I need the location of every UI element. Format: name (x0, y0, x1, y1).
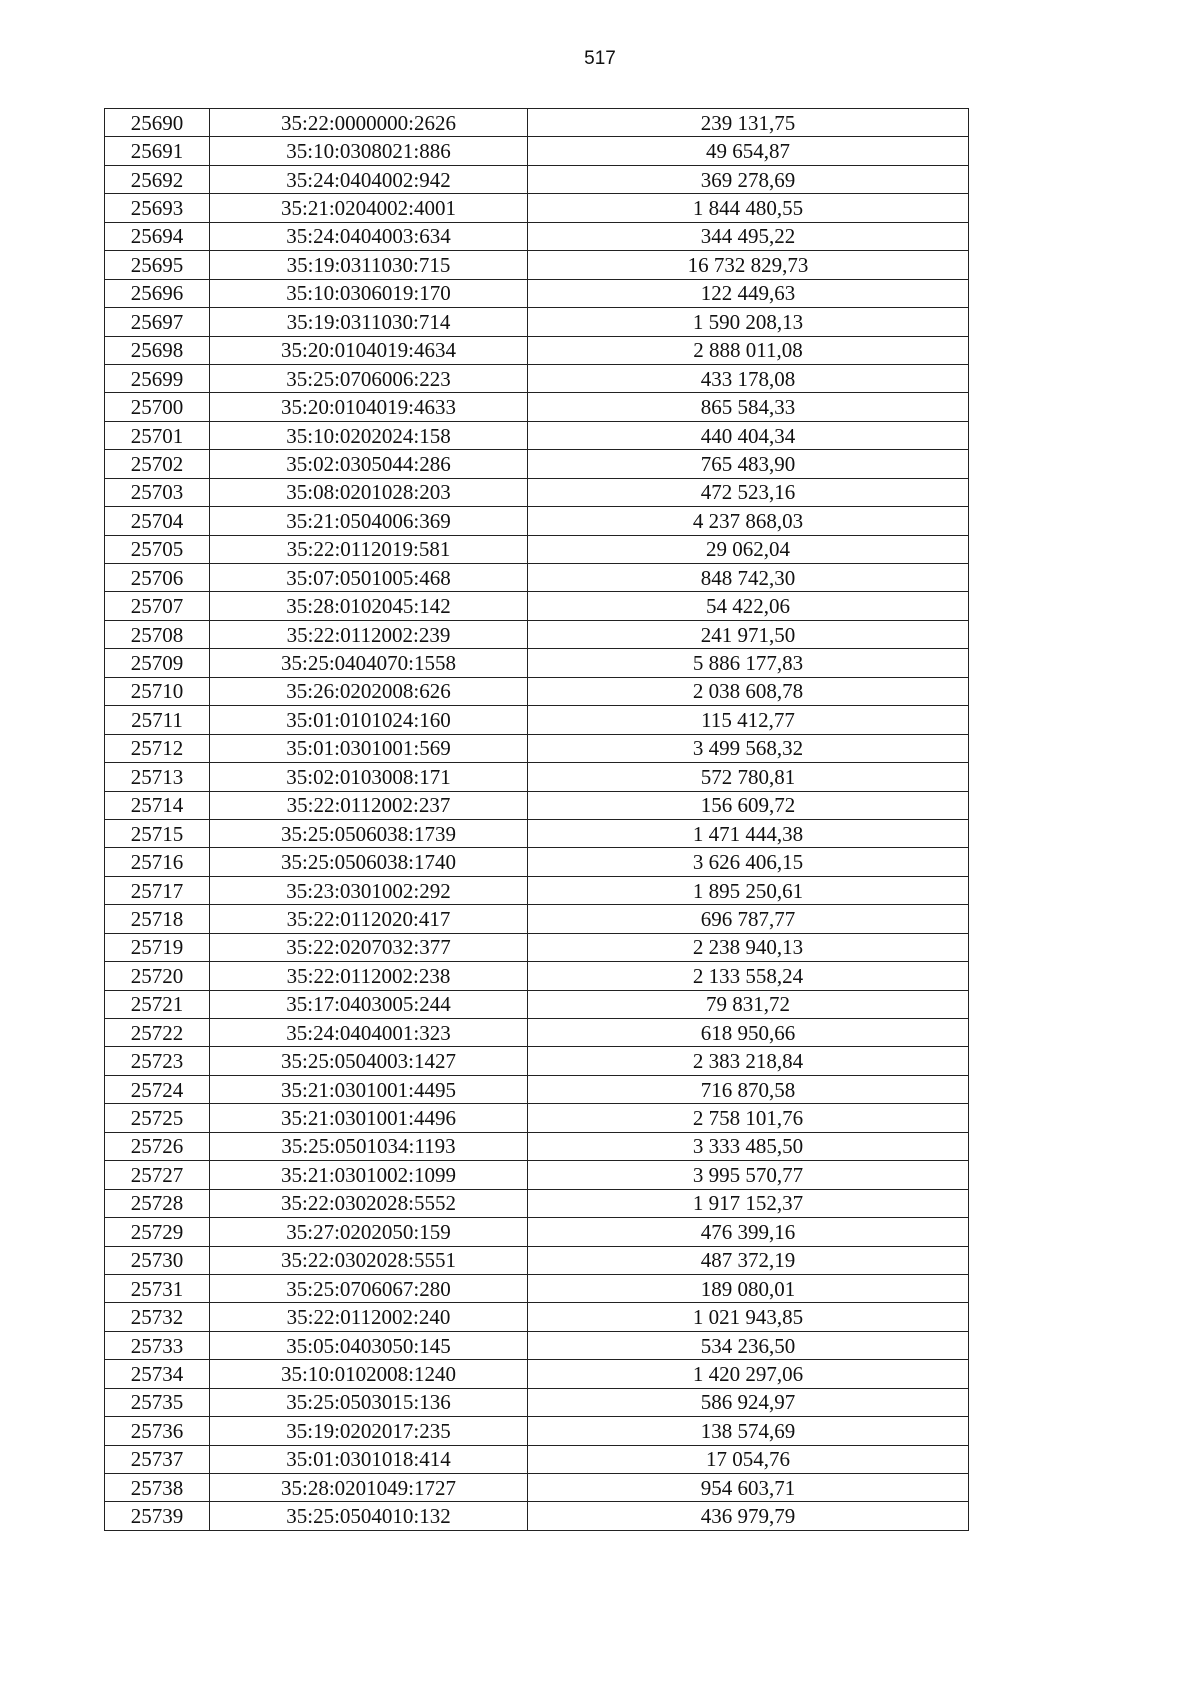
cadastral-number-cell: 35:25:0706006:223 (210, 364, 528, 392)
row-number-cell: 25737 (105, 1445, 210, 1473)
cadastral-number-cell: 35:19:0311030:715 (210, 251, 528, 279)
cadastral-number-cell: 35:22:0112002:238 (210, 962, 528, 990)
cadastral-value-cell: 476 399,16 (528, 1218, 969, 1246)
cadastral-number-cell: 35:22:0112002:239 (210, 620, 528, 648)
table-row (105, 933, 969, 961)
table-row (105, 137, 969, 165)
table-row (105, 1274, 969, 1302)
cadastral-number-cell: 35:25:0706067:280 (210, 1274, 528, 1302)
row-number-cell: 25697 (105, 308, 210, 336)
cadastral-number-cell: 35:21:0204002:4001 (210, 194, 528, 222)
table-row (105, 1047, 969, 1075)
cadastral-number-cell: 35:19:0311030:714 (210, 308, 528, 336)
table-row (105, 478, 969, 506)
table-row (105, 592, 969, 620)
row-number-cell: 25691 (105, 137, 210, 165)
row-number-cell: 25710 (105, 677, 210, 705)
cadastral-value-cell: 29 062,04 (528, 535, 969, 563)
row-number-cell: 25728 (105, 1189, 210, 1217)
table-row (105, 222, 969, 250)
cadastral-number-cell: 35:10:0102008:1240 (210, 1360, 528, 1388)
cadastral-value-cell: 440 404,34 (528, 421, 969, 449)
row-number-cell: 25730 (105, 1246, 210, 1274)
row-number-cell: 25690 (105, 109, 210, 137)
cadastral-value-cell: 765 483,90 (528, 450, 969, 478)
cadastral-value-cell: 2 133 558,24 (528, 962, 969, 990)
cadastral-value-cell: 79 831,72 (528, 990, 969, 1018)
cadastral-value-cell: 16 732 829,73 (528, 251, 969, 279)
table-row (105, 1075, 969, 1103)
cadastral-value-cell: 1 021 943,85 (528, 1303, 969, 1331)
cadastral-number-cell: 35:25:0506038:1740 (210, 848, 528, 876)
cadastral-number-cell: 35:22:0207032:377 (210, 933, 528, 961)
cadastral-value-cell: 2 383 218,84 (528, 1047, 969, 1075)
row-number-cell: 25714 (105, 791, 210, 819)
cadastral-value-cell: 369 278,69 (528, 165, 969, 193)
row-number-cell: 25736 (105, 1417, 210, 1445)
cadastral-value-cell: 3 333 485,50 (528, 1132, 969, 1160)
row-number-cell: 25739 (105, 1502, 210, 1530)
row-number-cell: 25722 (105, 1019, 210, 1047)
table-row (105, 251, 969, 279)
row-number-cell: 25704 (105, 507, 210, 535)
cadastral-value-cell: 618 950,66 (528, 1019, 969, 1047)
table-row (105, 649, 969, 677)
row-number-cell: 25696 (105, 279, 210, 307)
cadastral-number-cell: 35:05:0403050:145 (210, 1331, 528, 1359)
table-row (105, 194, 969, 222)
table-row (105, 990, 969, 1018)
row-number-cell: 25708 (105, 620, 210, 648)
row-number-cell: 25702 (105, 450, 210, 478)
table-row (105, 848, 969, 876)
cadastral-value-cell: 49 654,87 (528, 137, 969, 165)
cadastral-value-cell: 1 917 152,37 (528, 1189, 969, 1217)
row-number-cell: 25713 (105, 763, 210, 791)
cadastral-value-cell: 696 787,77 (528, 905, 969, 933)
row-number-cell: 25703 (105, 478, 210, 506)
cadastral-value-cell: 1 590 208,13 (528, 308, 969, 336)
cadastral-number-cell: 35:28:0102045:142 (210, 592, 528, 620)
row-number-cell: 25706 (105, 564, 210, 592)
row-number-cell: 25723 (105, 1047, 210, 1075)
cadastral-value-cell: 433 178,08 (528, 364, 969, 392)
row-number-cell: 25692 (105, 165, 210, 193)
cadastral-number-cell: 35:19:0202017:235 (210, 1417, 528, 1445)
cadastral-number-cell: 35:20:0104019:4634 (210, 336, 528, 364)
cadastral-number-cell: 35:17:0403005:244 (210, 990, 528, 1018)
cadastral-number-cell: 35:22:0112002:240 (210, 1303, 528, 1331)
cadastral-number-cell: 35:26:0202008:626 (210, 677, 528, 705)
cadastral-number-cell: 35:20:0104019:4633 (210, 393, 528, 421)
table-row (105, 450, 969, 478)
cadastral-number-cell: 35:27:0202050:159 (210, 1218, 528, 1246)
cadastral-value-cell: 472 523,16 (528, 478, 969, 506)
cadastral-value-cell: 344 495,22 (528, 222, 969, 250)
row-number-cell: 25701 (105, 421, 210, 449)
table-row (105, 564, 969, 592)
table-row (105, 1104, 969, 1132)
cadastral-value-cell: 586 924,97 (528, 1388, 969, 1416)
row-number-cell: 25693 (105, 194, 210, 222)
row-number-cell: 25735 (105, 1388, 210, 1416)
row-number-cell: 25721 (105, 990, 210, 1018)
table-row (105, 1417, 969, 1445)
cadastral-value-cell: 572 780,81 (528, 763, 969, 791)
cadastral-value-cell: 1 844 480,55 (528, 194, 969, 222)
row-number-cell: 25719 (105, 933, 210, 961)
row-number-cell: 25698 (105, 336, 210, 364)
table-row (105, 1189, 969, 1217)
page-number: 517 (584, 48, 616, 69)
row-number-cell: 25720 (105, 962, 210, 990)
cadastral-value-cell: 239 131,75 (528, 109, 969, 137)
row-number-cell: 25695 (105, 251, 210, 279)
table-row (105, 393, 969, 421)
table-row (105, 791, 969, 819)
row-number-cell: 25712 (105, 734, 210, 762)
cadastral-number-cell: 35:21:0504006:369 (210, 507, 528, 535)
table-row (105, 1218, 969, 1246)
cadastral-number-cell: 35:10:0308021:886 (210, 137, 528, 165)
table-row (105, 507, 969, 535)
cadastral-value-cell: 2 238 940,13 (528, 933, 969, 961)
table-row (105, 336, 969, 364)
row-number-cell: 25729 (105, 1218, 210, 1246)
table-row (105, 734, 969, 762)
cadastral-number-cell: 35:10:0306019:170 (210, 279, 528, 307)
cadastral-number-cell: 35:21:0301001:4496 (210, 1104, 528, 1132)
table-row (105, 421, 969, 449)
table-row (105, 1331, 969, 1359)
cadastral-number-cell: 35:24:0404002:942 (210, 165, 528, 193)
table-row (105, 876, 969, 904)
table-row (105, 1161, 969, 1189)
table-row (105, 165, 969, 193)
cadastral-value-cell: 1 420 297,06 (528, 1360, 969, 1388)
cadastral-value-cell: 138 574,69 (528, 1417, 969, 1445)
cadastral-number-cell: 35:21:0301001:4495 (210, 1075, 528, 1103)
table-row (105, 1303, 969, 1331)
cadastral-number-cell: 35:22:0112019:581 (210, 535, 528, 563)
row-number-cell: 25699 (105, 364, 210, 392)
row-number-cell: 25707 (105, 592, 210, 620)
cadastral-value-cell: 3 499 568,32 (528, 734, 969, 762)
cadastral-value-table (104, 108, 969, 1531)
cadastral-value-cell: 5 886 177,83 (528, 649, 969, 677)
row-number-cell: 25694 (105, 222, 210, 250)
table-row (105, 535, 969, 563)
cadastral-value-cell: 115 412,77 (528, 706, 969, 734)
cadastral-value-cell: 487 372,19 (528, 1246, 969, 1274)
cadastral-number-cell: 35:24:0404001:323 (210, 1019, 528, 1047)
cadastral-number-cell: 35:21:0301002:1099 (210, 1161, 528, 1189)
table-row (105, 109, 969, 137)
table-row (105, 1445, 969, 1473)
cadastral-number-cell: 35:25:0504010:132 (210, 1502, 528, 1530)
cadastral-number-cell: 35:22:0112002:237 (210, 791, 528, 819)
table-row (105, 1132, 969, 1160)
cadastral-value-cell: 1 895 250,61 (528, 876, 969, 904)
row-number-cell: 25711 (105, 706, 210, 734)
row-number-cell: 25727 (105, 1161, 210, 1189)
row-number-cell: 25724 (105, 1075, 210, 1103)
cadastral-value-cell: 2 888 011,08 (528, 336, 969, 364)
cadastral-value-cell: 156 609,72 (528, 791, 969, 819)
cadastral-value-cell: 54 422,06 (528, 592, 969, 620)
cadastral-value-cell: 2 758 101,76 (528, 1104, 969, 1132)
cadastral-value-cell: 954 603,71 (528, 1474, 969, 1502)
row-number-cell: 25705 (105, 535, 210, 563)
cadastral-value-cell: 2 038 608,78 (528, 677, 969, 705)
cadastral-number-cell: 35:25:0501034:1193 (210, 1132, 528, 1160)
cadastral-number-cell: 35:22:0000000:2626 (210, 109, 528, 137)
cadastral-value-cell: 716 870,58 (528, 1075, 969, 1103)
table-row (105, 1388, 969, 1416)
cadastral-number-cell: 35:07:0501005:468 (210, 564, 528, 592)
cadastral-value-cell: 436 979,79 (528, 1502, 969, 1530)
table-row (105, 1246, 969, 1274)
row-number-cell: 25731 (105, 1274, 210, 1302)
cadastral-number-cell: 35:01:0301018:414 (210, 1445, 528, 1473)
cadastral-number-cell: 35:22:0302028:5552 (210, 1189, 528, 1217)
row-number-cell: 25717 (105, 876, 210, 904)
cadastral-value-cell: 3 626 406,15 (528, 848, 969, 876)
table-row (105, 620, 969, 648)
table-row (105, 763, 969, 791)
cadastral-number-cell: 35:22:0112020:417 (210, 905, 528, 933)
table-row (105, 962, 969, 990)
table-row (105, 1474, 969, 1502)
table-body (105, 109, 969, 1531)
cadastral-value-cell: 865 584,33 (528, 393, 969, 421)
table-row (105, 905, 969, 933)
row-number-cell: 25732 (105, 1303, 210, 1331)
cadastral-number-cell: 35:01:0101024:160 (210, 706, 528, 734)
table-row (105, 706, 969, 734)
cadastral-number-cell: 35:02:0305044:286 (210, 450, 528, 478)
table-row (105, 819, 969, 847)
cadastral-number-cell: 35:22:0302028:5551 (210, 1246, 528, 1274)
cadastral-number-cell: 35:25:0506038:1739 (210, 819, 528, 847)
cadastral-number-cell: 35:02:0103008:171 (210, 763, 528, 791)
cadastral-number-cell: 35:25:0503015:136 (210, 1388, 528, 1416)
row-number-cell: 25716 (105, 848, 210, 876)
row-number-cell: 25734 (105, 1360, 210, 1388)
cadastral-value-cell: 17 054,76 (528, 1445, 969, 1473)
cadastral-number-cell: 35:01:0301001:569 (210, 734, 528, 762)
cadastral-value-cell: 241 971,50 (528, 620, 969, 648)
table-row (105, 677, 969, 705)
cadastral-number-cell: 35:28:0201049:1727 (210, 1474, 528, 1502)
cadastral-value-cell: 534 236,50 (528, 1331, 969, 1359)
cadastral-number-cell: 35:25:0404070:1558 (210, 649, 528, 677)
table-row (105, 279, 969, 307)
cadastral-value-cell: 4 237 868,03 (528, 507, 969, 535)
row-number-cell: 25738 (105, 1474, 210, 1502)
cadastral-value-cell: 1 471 444,38 (528, 819, 969, 847)
table-row (105, 1019, 969, 1047)
cadastral-value-cell: 848 742,30 (528, 564, 969, 592)
cadastral-value-cell: 122 449,63 (528, 279, 969, 307)
row-number-cell: 25733 (105, 1331, 210, 1359)
row-number-cell: 25715 (105, 819, 210, 847)
row-number-cell: 25718 (105, 905, 210, 933)
cadastral-number-cell: 35:25:0504003:1427 (210, 1047, 528, 1075)
row-number-cell: 25709 (105, 649, 210, 677)
table-row (105, 364, 969, 392)
table-row (105, 1360, 969, 1388)
row-number-cell: 25725 (105, 1104, 210, 1132)
row-number-cell: 25726 (105, 1132, 210, 1160)
cadastral-value-cell: 3 995 570,77 (528, 1161, 969, 1189)
table-row (105, 1502, 969, 1530)
cadastral-number-cell: 35:10:0202024:158 (210, 421, 528, 449)
cadastral-number-cell: 35:23:0301002:292 (210, 876, 528, 904)
cadastral-value-cell: 189 080,01 (528, 1274, 969, 1302)
cadastral-number-cell: 35:24:0404003:634 (210, 222, 528, 250)
table-row (105, 308, 969, 336)
cadastral-number-cell: 35:08:0201028:203 (210, 478, 528, 506)
row-number-cell: 25700 (105, 393, 210, 421)
